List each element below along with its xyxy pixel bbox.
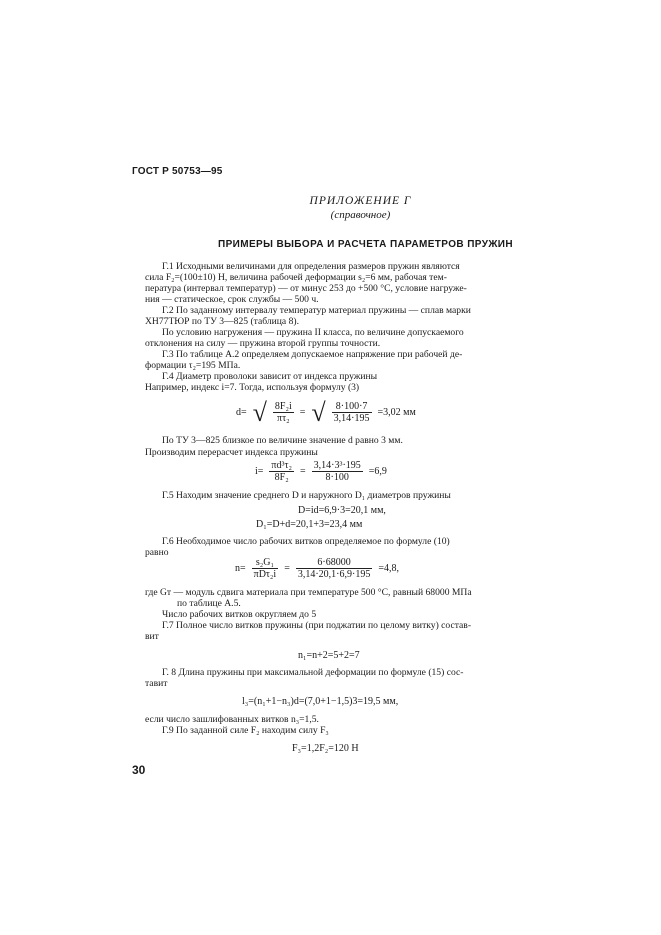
formula-n1: n₁=n+2=5+2=7 xyxy=(298,650,360,661)
text-line: равно xyxy=(145,547,169,558)
page-number: 30 xyxy=(132,763,146,777)
fraction-denominator: πτ₂ xyxy=(277,413,290,424)
text-line: Г.6 Необходимое число рабочих витков определяемое по формуле (10) xyxy=(162,536,450,547)
appendix-title: ПРИЛОЖЕНИЕ Г xyxy=(309,195,412,207)
fraction-denominator: 8·100 xyxy=(325,472,349,483)
text-line: Г.1 Исходными величинами для определения размеров пружин являются xyxy=(162,261,460,272)
text-line: По условию нагружения — пружина II класса, по величине допускаемого xyxy=(162,327,464,338)
text-line: Производим перерасчет индекса пружины xyxy=(145,447,318,458)
text-line: ния — статическое, срок службы — 500 ч. xyxy=(145,294,319,305)
formula-n xyxy=(235,557,399,580)
text-line: сила F₂=(100±10) Н, величина рабочей деформации s₂=6 мм, рабочая тем- xyxy=(145,272,447,283)
text-line: Г.2 По заданному интервалу температур материал пружины — сплав марки xyxy=(162,305,471,316)
formula-result: =4,8, xyxy=(378,563,399,574)
fraction-numerator: 8F₂i xyxy=(274,401,292,412)
equals-sign: = xyxy=(284,563,290,574)
text-line: пература (интервал температур) — от минус 253 до +500 °С, условие нагруже- xyxy=(145,283,467,294)
fraction-numerator: 8·100·7 xyxy=(332,401,372,413)
text-line: где Gт — модуль сдвига материала при температуре 500 °С, равный 68000 МПа xyxy=(145,587,472,598)
equals-sign: = xyxy=(299,466,306,477)
radical-sign: √ xyxy=(311,397,326,427)
text-line: По ТУ 3—825 близкое по величине значение d равно 3 мм. xyxy=(162,435,403,446)
fraction xyxy=(273,401,294,424)
radical-sign: √ xyxy=(252,397,267,427)
fraction xyxy=(252,557,279,580)
fraction-numerator: πd³τ₂ xyxy=(271,460,292,471)
text-line: если число зашлифованных витков n₃=1,5. xyxy=(145,714,319,725)
fraction-denominator: 3,14·195 xyxy=(333,413,370,424)
fraction-denominator: 8F₂ xyxy=(274,472,289,483)
text-line: Г.7 Полное число витков пружины (при поджатии по целому витку) состав- xyxy=(162,620,472,631)
text-line: Число рабочих витков округляем до 5 xyxy=(162,609,317,620)
formula-D1: D₁=D+d=20,1+3=23,4 мм xyxy=(256,519,363,530)
formula-d xyxy=(236,397,416,427)
fraction xyxy=(269,460,294,483)
text-line: отклонения на силу — пружина второй группы точности. xyxy=(145,338,381,349)
text-line: Например, индекс i=7. Тогда, используя формулу (3) xyxy=(145,382,360,393)
text-line: вит xyxy=(145,631,159,642)
fraction-numerator: s₂G₁ xyxy=(252,557,279,569)
formula-D: D=id=6,9·3=20,1 мм, xyxy=(298,505,386,516)
formula-l3: l₃=(n₁+1−n₃)d=(7,0+1−1,5)3=19,5 мм, xyxy=(242,696,399,707)
standard-header: ГОСТ Р 50753—95 xyxy=(132,166,223,177)
section-heading: ПРИМЕРЫ ВЫБОРА И РАСЧЕТА ПАРАМЕТРОВ ПРУЖИН xyxy=(218,239,513,250)
appendix-subtitle: (справочное) xyxy=(330,209,391,221)
formula-i-lhs: i= xyxy=(255,466,264,477)
text-line: по таблице А.5. xyxy=(177,598,241,609)
text-line: Г. 8 Длина пружины при максимальной деформации по формуле (15) сос- xyxy=(162,667,464,678)
formula-F3: F₃=1,2F₂=120 Н xyxy=(292,743,359,754)
text-line: Г.9 По заданной силе F₂ находим силу F₃ xyxy=(162,725,329,736)
text-line: ХН77ТЮР по ТУ 3—825 (таблица 8). xyxy=(145,316,299,327)
text-line: тавит xyxy=(145,678,168,689)
fraction xyxy=(296,557,373,580)
text-line: формации τ₂=195 МПа. xyxy=(145,360,241,371)
fraction-numerator: 6·68000 xyxy=(296,557,373,569)
text-line: Г.4 Диаметр проволоки зависит от индекса пружины xyxy=(162,371,378,382)
formula-d-lhs: d= xyxy=(236,407,247,418)
text-line: Г.5 Находим значение среднего D и наружного D₁ диаметров пружины xyxy=(162,490,451,501)
fraction-denominator: 3,14·20,1·6,9·195 xyxy=(297,569,371,580)
equals-sign: = xyxy=(299,407,306,418)
fraction-denominator: πDτ₂i xyxy=(253,569,277,580)
text-line: Г.3 По таблице А.2 определяем допускаемое напряжение при рабочей де- xyxy=(162,349,463,360)
formula-result: =3,02 мм xyxy=(377,407,416,418)
formula-n-lhs: n= xyxy=(235,563,246,574)
fraction-numerator: 3,14·3³·195 xyxy=(313,460,361,471)
formula-i xyxy=(255,460,387,483)
formula-result: =6,9 xyxy=(368,466,387,477)
fraction xyxy=(332,401,372,424)
fraction xyxy=(312,460,363,483)
